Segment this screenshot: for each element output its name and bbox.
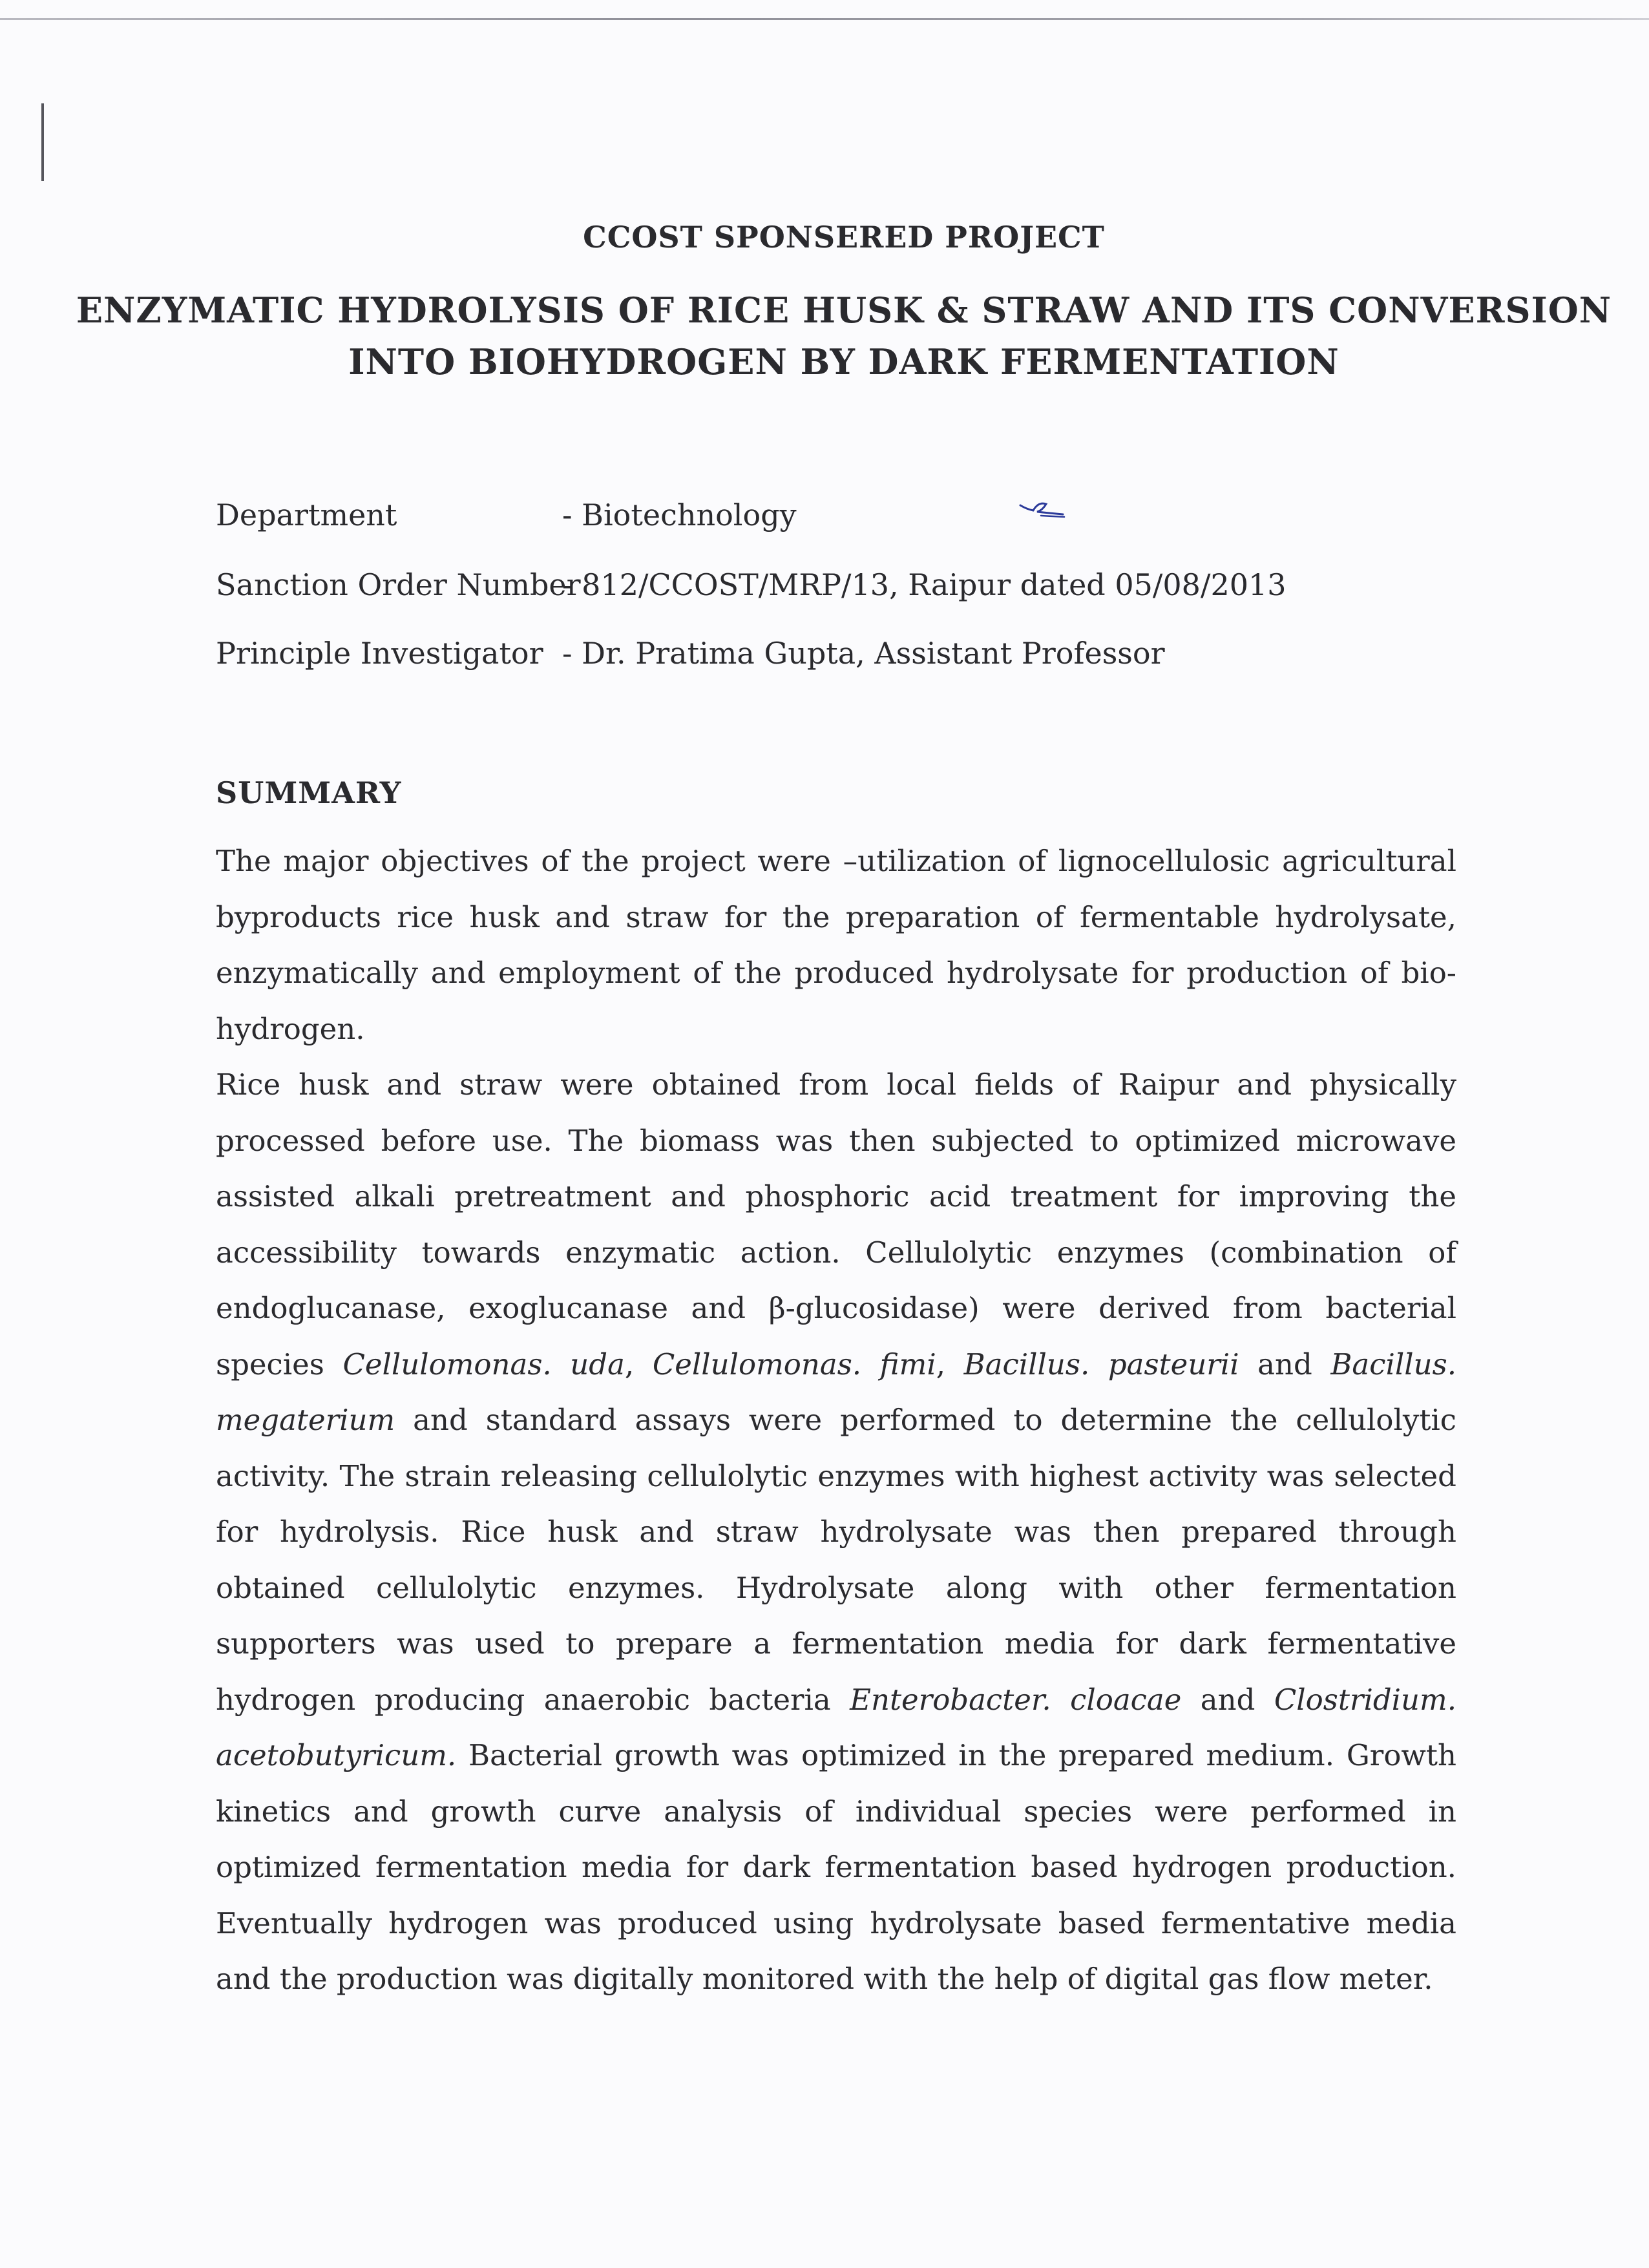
scan-margin-mark (41, 103, 44, 181)
sanction-value: - 812/CCOST/MRP/13, Raipur dated 05/08/2013 (562, 567, 1287, 602)
title-line-2: INTO BIOHYDROGEN BY DARK FERMENTATION (348, 341, 1339, 383)
species-name: Enterobacter. cloacae (850, 1682, 1182, 1717)
investigator-value: - Dr. Pratima Gupta, Assistant Professor (562, 636, 1165, 671)
handwritten-initial-mark (1018, 496, 1069, 522)
separator: and (1181, 1682, 1274, 1717)
summary-body (216, 834, 1456, 2008)
sponsor-line: CCOST SPONSERED PROJECT (583, 220, 1105, 255)
separator: , (624, 1347, 653, 1381)
species-name: Cellulomonas. uda (342, 1347, 625, 1381)
separator: and (1239, 1347, 1331, 1381)
species-name: Clostridium. acetobutyricum. (216, 1682, 1456, 1772)
paragraph-text: Rice husk and straw were obtained from local fields of Raipur and physically processed before use. The biomass was then subjected to optimized microwave assisted alkali pretreatment and phosphoric acid treatment for improving the accessibility towards enzymatic action. Cellulolytic enzymes (combination of endoglucanase, exoglucanase and β-glucosidase) were derived from bacterial species (216, 1067, 1456, 1381)
summary-heading: SUMMARY (216, 775, 402, 810)
species-name: Bacillus. pasteurii (963, 1347, 1239, 1381)
species-name: Cellulomonas. fimi (652, 1347, 936, 1381)
paragraph-text: and standard assays were performed to determine the cellulolytic activity. The strain releasing cellulolytic enzymes with highest activity was selected for hydrolysis. Rice husk and straw hydrolysate was then prepared through obtained cellulolytic enzymes. Hydrolysate along with other fermentation supporters was used to prepare a fermentation media for dark fermentative hydrogen producing anaerobic bacteria (216, 1403, 1456, 1717)
separator: , (936, 1347, 964, 1381)
scan-edge-line (0, 18, 1649, 20)
department-value: - Biotechnology (562, 498, 797, 532)
department-label: Department (216, 498, 397, 532)
summary-paragraph-1: The major objectives of the project were –utilization of lignocellulosic agricultural byproducts rice husk and straw for the preparation of fermentable hydrolysate, enzymatically and employment of the produced hydrolysate for production of bio-hydrogen. (216, 844, 1456, 1046)
sanction-label: Sanction Order Number (216, 567, 581, 602)
summary-paragraph-2 (216, 1057, 1456, 2008)
paragraph-text: Bacterial growth was optimized in the prepared medium. Growth kinetics and growth curve analysis of individual species were performed in optimized fermentation media for dark fermentation based hydrogen production. Eventually hydrogen was produced using hydrolysate based fermentative media and the production was digitally monitored with the help of digital gas flow meter. (216, 1738, 1456, 1996)
title-line-1: ENZYMATIC HYDROLYSIS OF RICE HUSK & STRAW AND ITS CONVERSION (76, 289, 1612, 331)
investigator-label: Principle Investigator (216, 636, 543, 671)
species-name: Bacillus. megaterium (216, 1347, 1457, 1437)
